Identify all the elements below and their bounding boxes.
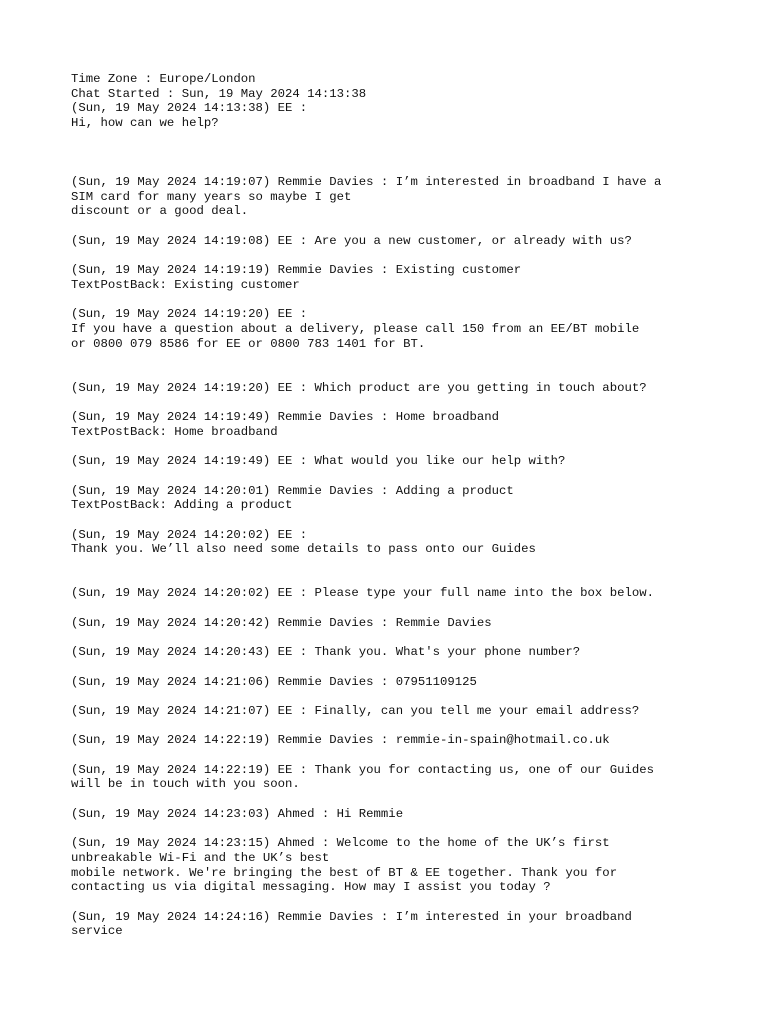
chat-started-line: Chat Started : Sun, 19 May 2024 14:13:38 xyxy=(71,86,367,101)
message-line: (Sun, 19 May 2024 14:19:49) Remmie Davies : Home broadband xyxy=(71,410,500,425)
message-line: will be in touch with you soon. xyxy=(71,777,300,792)
message-line: (Sun, 19 May 2024 14:22:19) Remmie Davies : remmie-in-spain@hotmail.co.uk xyxy=(71,733,610,748)
chat-message xyxy=(71,616,711,631)
message-line: Thank you. We’ll also need some details to pass onto our Guides xyxy=(71,542,536,557)
message-line: service xyxy=(71,924,123,939)
chat-message xyxy=(71,454,711,469)
message-line: (Sun, 19 May 2024 14:20:01) Remmie Davies : Adding a product xyxy=(71,483,514,498)
chat-message xyxy=(71,234,711,249)
message-line: (Sun, 19 May 2024 14:21:06) Remmie Davies : 07951109125 xyxy=(71,674,477,689)
transcript-header xyxy=(71,72,711,131)
timezone-line: Time Zone : Europe/London xyxy=(71,72,256,86)
message-line: (Sun, 19 May 2024 14:23:15) Ahmed : Welcome to the home of the UK’s first xyxy=(71,836,610,851)
chat-message xyxy=(71,410,711,439)
message-text: Hi, how can we help? xyxy=(71,116,219,131)
chat-message xyxy=(71,675,711,690)
chat-message xyxy=(71,528,711,557)
message-line: unbreakable Wi-Fi and the UK’s best xyxy=(71,850,330,865)
chat-message xyxy=(71,175,711,219)
chat-message xyxy=(71,807,711,822)
message-line: (Sun, 19 May 2024 14:19:08) EE : Are you a new customer, or already with us? xyxy=(71,233,632,248)
message-line: (Sun, 19 May 2024 14:22:19) EE : Thank you for contacting us, one of our Guides xyxy=(71,762,654,777)
message-line: mobile network. We're bringing the best of BT & EE together. Thank you for xyxy=(71,865,618,880)
message-line: TextPostBack: Existing customer xyxy=(71,277,300,292)
message-line: contacting us via digital messaging. How may I assist you today ? xyxy=(71,880,551,895)
message-line: If you have a question about a delivery, please call 150 from an EE/BT mobile xyxy=(71,321,640,336)
message-line: (Sun, 19 May 2024 14:24:16) Remmie Davies : I’m interested in your broadband xyxy=(71,909,632,924)
chat-message xyxy=(71,263,711,292)
message-line: (Sun, 19 May 2024 14:20:42) Remmie Davies : Remmie Davies xyxy=(71,615,492,630)
message-line: TextPostBack: Home broadband xyxy=(71,424,278,439)
message-line: (Sun, 19 May 2024 14:19:20) EE : Which product are you getting in touch about? xyxy=(71,380,647,395)
chat-message xyxy=(71,704,711,719)
message-line: (Sun, 19 May 2024 14:20:43) EE : Thank you. What's your phone number? xyxy=(71,645,581,660)
chat-message xyxy=(71,763,711,792)
chat-message xyxy=(71,733,711,748)
message-line: (Sun, 19 May 2024 14:19:07) Remmie Davies : I’m interested in broadband I have a xyxy=(71,174,662,189)
chat-message xyxy=(71,586,711,601)
chat-message xyxy=(71,645,711,660)
chat-message xyxy=(71,381,711,396)
message-line: (Sun, 19 May 2024 14:19:49) EE : What would you like our help with? xyxy=(71,454,566,469)
message-line: SIM card for many years so maybe I get xyxy=(71,189,352,204)
message-line: (Sun, 19 May 2024 14:20:02) EE : Please type your full name into the box below. xyxy=(71,586,654,601)
chat-message xyxy=(71,484,711,513)
chat-message xyxy=(71,910,711,939)
message-line: (Sun, 19 May 2024 14:23:03) Ahmed : Hi Remmie xyxy=(71,806,404,821)
message-line: (Sun, 19 May 2024 14:20:02) EE : xyxy=(71,527,308,542)
message-line: or 0800 079 8586 for EE or 0800 783 1401 for BT. xyxy=(71,336,426,351)
chat-message xyxy=(71,307,711,351)
message-line: (Sun, 19 May 2024 14:21:07) EE : Finally, can you tell me your email address? xyxy=(71,704,640,718)
message-line: (Sun, 19 May 2024 14:19:20) EE : xyxy=(71,307,308,322)
chat-message xyxy=(71,836,711,895)
message-meta: (Sun, 19 May 2024 14:13:38) EE : xyxy=(71,101,308,116)
message-line: TextPostBack: Adding a product xyxy=(71,498,293,513)
message-line: discount or a good deal. xyxy=(71,204,249,219)
chat-transcript xyxy=(71,72,711,939)
message-line: (Sun, 19 May 2024 14:19:19) Remmie Davies : Existing customer xyxy=(71,263,522,278)
